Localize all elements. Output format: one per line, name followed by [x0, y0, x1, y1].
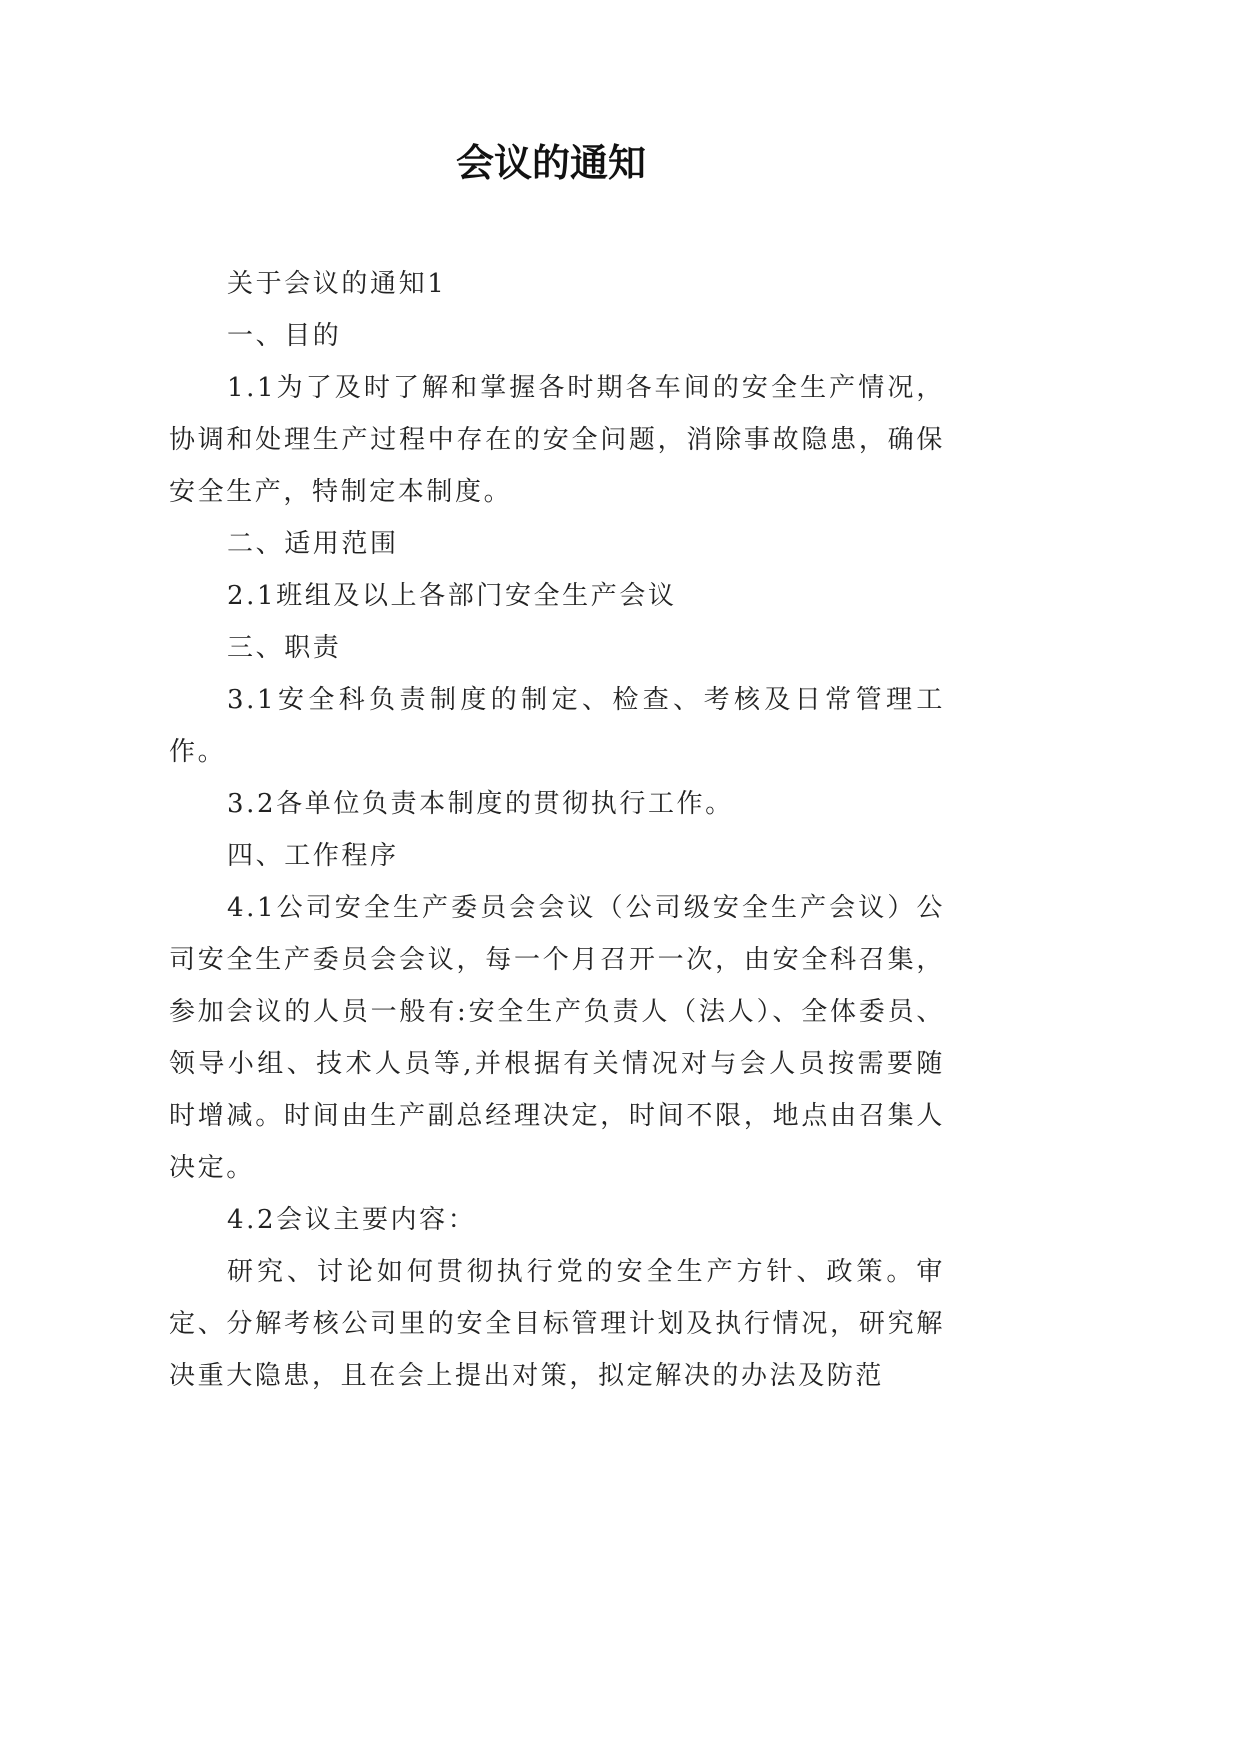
- document-body: [169, 258, 945, 1402]
- paragraph-2-1: 2.1班组及以上各部门安全生产会议: [227, 581, 677, 611]
- paragraph-3-1: 3.1安全科负责制度的制定、检查、考核及日常管理工作。: [169, 685, 945, 767]
- section-heading-procedure: 四、工作程序: [227, 841, 399, 871]
- paragraph-4-2: 4.2会议主要内容：: [227, 1205, 477, 1235]
- paragraph-1-1: 1.1为了及时了解和掌握各时期各车间的安全生产情况，协调和处理生产过程中存在的安全问题，消除事故隐患，确保安全生产，特制定本制度。: [169, 373, 945, 507]
- section-heading-purpose: 一、目的: [227, 321, 342, 351]
- paragraph-meeting-content: 研究、讨论如何贯彻执行党的安全生产方针、政策。审定、分解考核公司里的安全目标管理计划及执行情况，研究解决重大隐患，且在会上提出对策，拟定解决的办法及防范: [169, 1257, 945, 1391]
- paragraph-4-1: 4.1公司安全生产委员会会议（公司级安全生产会议）公司安全生产委员会会议，每一个月召开一次，由安全科召集，参加会议的人员一般有:安全生产负责人（法人）、全体委员、领导小组、技术人员等,并根据有关情况对与会人员按需要随时增减。时间由生产副总经理决定，时间不限，地点由召集人决定。: [169, 893, 945, 1183]
- section-heading-duties: 三、职责: [227, 633, 342, 663]
- heading-notice-1: 关于会议的通知1: [227, 269, 447, 299]
- document-title: 会议的通知: [455, 140, 646, 185]
- section-heading-scope: 二、适用范围: [227, 529, 399, 559]
- paragraph-3-2: 3.2各单位负责本制度的贯彻执行工作。: [227, 789, 734, 819]
